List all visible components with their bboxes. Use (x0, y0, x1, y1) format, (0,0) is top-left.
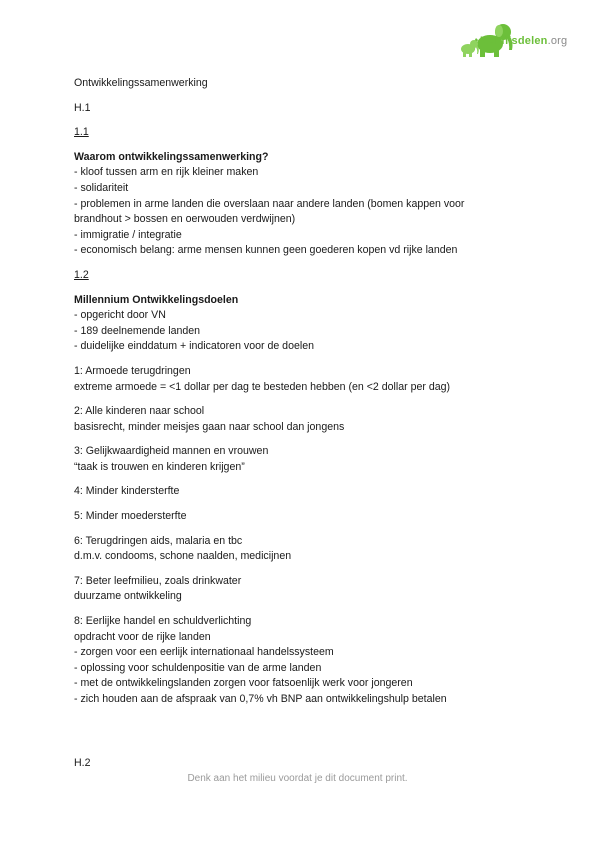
goal-2 (74, 404, 534, 435)
section-number-1-2: 1.2 (74, 268, 89, 281)
list-item: - immigratie / integratie (74, 228, 182, 241)
goal-text: extreme armoede = <1 dollar per dag te besteden hebben (en <2 dollar per dag) (74, 380, 451, 393)
section-heading: Waarom ontwikkelingssamenwerking? (74, 150, 269, 163)
footer-note: Denk aan het milieu voordat je dit document print. (187, 773, 408, 784)
section-1-1 (74, 150, 534, 259)
goal-text: d.m.v. condooms, schone naalden, medicijnen (74, 550, 292, 563)
goal-title: 3: Gelijkwaardigheid mannen en vrouwen (74, 445, 269, 458)
goal-title: 6: Terugdringen aids, malaria en tbc (74, 534, 243, 547)
goal-title: 8: Eerlijke handel en schuldverlichting (74, 615, 252, 628)
goal-text: “taak is trouwen en kinderen krijgen” (74, 460, 245, 473)
chapter-heading-h1: H.1 (74, 101, 91, 114)
goal-4 (74, 484, 534, 500)
goal-text: duurzame ontwikkeling (74, 590, 182, 603)
section-number-1-1: 1.1 (74, 126, 89, 139)
goal-7 (74, 574, 534, 605)
goal-title: 2: Alle kinderen naar school (74, 405, 205, 418)
goal-text: opdracht voor de rijke landen (74, 630, 211, 643)
list-item: - 189 deelnemende landen (74, 324, 201, 337)
goal-title: 1: Armoede terugdringen (74, 364, 191, 377)
goal-title: 7: Beter leefmilieu, zoals drinkwater (74, 574, 242, 587)
section-1-2 (74, 293, 534, 355)
list-item: brandhout > bossen en oerwouden verdwijnen) (74, 213, 296, 226)
list-item: - economisch belang: arme mensen kunnen geen goederen kopen vd rijke landen (74, 244, 458, 257)
goal-6 (74, 534, 534, 565)
goal-title: 5: Minder moedersterfte (74, 510, 187, 523)
goal-title: 4: Minder kindersterfte (74, 485, 180, 498)
chapter-heading-h2: H.2 (74, 757, 91, 769)
goal-3 (74, 444, 534, 475)
goal-text: - zich houden aan de afspraak van 0,7% vh BNP aan ontwikkelingshulp betalen (74, 693, 447, 705)
kennisdelen-logo (458, 16, 578, 58)
list-item: - kloof tussen arm en rijk kleiner maken (74, 166, 259, 179)
goal-text: - oplossing voor schuldenpositie van de arme landen (74, 661, 322, 674)
list-item: - duidelijke einddatum + indicatoren voor de doelen (74, 340, 314, 353)
section-heading: Millennium Ontwikkelingsdoelen (74, 293, 239, 306)
list-item: - problemen in arme landen die overslaan naar andere landen (bomen kappen voor (74, 197, 465, 210)
goal-5 (74, 509, 534, 525)
list-item: - opgericht door VN (74, 309, 166, 322)
document-title: Ontwikkelingssamenwerking (74, 77, 208, 89)
goal-text: - met de ontwikkelingslanden zorgen voor fatsoenlijk werk voor jongeren (74, 677, 413, 690)
goal-8 (74, 614, 534, 708)
goal-text: - zorgen voor een eerlijk internationaal handelssysteem (74, 646, 334, 659)
goal-1 (74, 364, 534, 395)
goal-text: basisrecht, minder meisjes gaan naar school dan jongens (74, 420, 345, 433)
document-body (74, 76, 534, 708)
list-item: - solidariteit (74, 181, 129, 194)
logo-text: Kennisdelen.org (480, 35, 568, 47)
